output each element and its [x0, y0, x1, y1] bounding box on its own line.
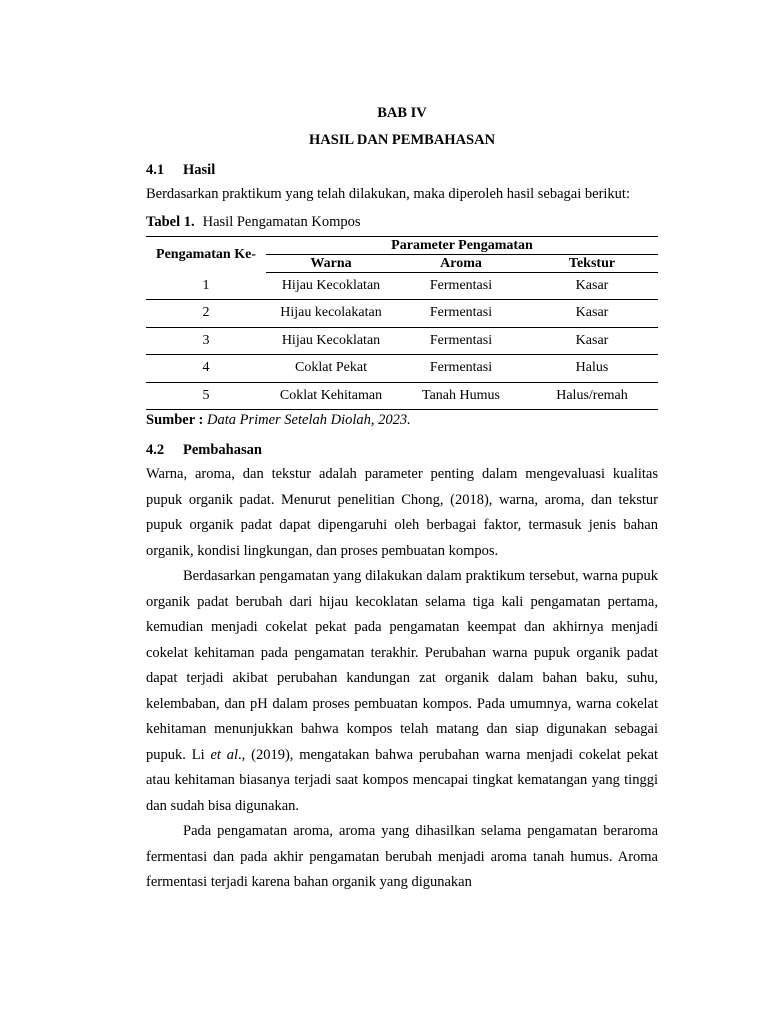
column-header-aroma: Aroma	[396, 254, 526, 272]
row-header: Pengamatan Ke-	[146, 236, 266, 272]
table-row	[146, 272, 658, 300]
document-page	[146, 96, 658, 896]
table-cell: Kasar	[526, 300, 658, 328]
source-label: Sumber :	[146, 412, 204, 428]
body-paragraph	[146, 564, 658, 819]
table-cell: Fermentasi	[396, 272, 526, 300]
table-row	[146, 382, 658, 410]
paragraph-text: Berdasarkan pengamatan yang dilakukan dalam praktikum tersebut, warna pupuk organik padat berubah dari hijau kecoklatan selama tiga kali pengamatan pertama, kemudian menjadi cokelat pekat pada pengamatan keempat dan akhirnya menjadi cokelat kehitaman pada pengamatan terakhir. Perubahan warna pupuk organik padat dapat terjadi akibat perubahan kandungan zat organik dalam bahan baku, suhu, kelembaban, dan pH dalam proses pembuatan kompos. Pada umumnya, warna cokelat kehitaman menunjukkan bahwa kompos telah matang dan siap digunakan sebagai pupuk. Li	[146, 568, 658, 763]
table-row	[146, 327, 658, 355]
table-cell: Fermentasi	[396, 300, 526, 328]
results-table	[146, 236, 658, 411]
column-header-warna: Warna	[266, 254, 396, 272]
source-text: Data Primer Setelah Diolah, 2023.	[206, 412, 411, 428]
chapter-subtitle: HASIL DAN PEMBAHASAN	[308, 132, 496, 148]
table-cell: Tanah Humus	[396, 382, 526, 410]
paragraph-text: ., (2019), mengatakan bahwa perubahan warna menjadi cokelat pekat atau kehitaman biasanya terjadi saat kompos mencapai tingkat kematangan yang tinggi dan sudah bisa digunakan.	[146, 746, 658, 814]
section-title: Hasil	[183, 162, 216, 178]
table-cell: Halus	[526, 355, 658, 383]
table-cell: 4	[146, 355, 266, 383]
table-caption-label: Tabel 1.	[146, 213, 195, 230]
table-cell: Coklat Pekat	[266, 355, 396, 383]
group-header: Parameter Pengamatan	[266, 236, 658, 254]
table-cell: Halus/remah	[526, 382, 658, 410]
table-cell: Kasar	[526, 272, 658, 300]
table-cell: Hijau Kecoklatan	[266, 272, 396, 300]
section-number: 4.1	[146, 162, 165, 178]
table-cell: Fermentasi	[396, 327, 526, 355]
section-title: Pembahasan	[183, 442, 262, 458]
table-source	[146, 410, 658, 430]
table-caption-text: Hasil Pengamatan Kompos	[202, 213, 361, 230]
table-cell: Fermentasi	[396, 355, 526, 383]
table-cell: 1	[146, 272, 266, 300]
table-row	[146, 355, 658, 383]
table-cell: Kasar	[526, 327, 658, 355]
chapter-title: BAB IV	[377, 105, 427, 121]
table-cell: 3	[146, 327, 266, 355]
column-header-tekstur: Tekstur	[526, 254, 658, 272]
table-cell: Coklat Kehitaman	[266, 382, 396, 410]
citation-et-al: et al	[210, 746, 239, 763]
body-paragraph: Pada pengamatan aroma, aroma yang dihasilkan selama pengamatan beraroma fermentasi dan pada akhir pengamatan berubah menjadi aroma tanah humus. Aroma fermentasi terjadi karena bahan organik yang digunakan	[146, 823, 658, 890]
body-paragraph: Warna, aroma, dan tekstur adalah parameter penting dalam mengevaluasi kualitas pupuk organik padat. Menurut penelitian Chong, (2018), warna, aroma, dan tekstur pupuk organik padat dapat dipengaruhi oleh berbagai faktor, termasuk jenis bahan organik, kondisi lingkungan, dan proses pembuatan kompos.	[146, 466, 658, 559]
section-heading-pembahasan	[146, 438, 658, 462]
section-number: 4.2	[146, 442, 165, 458]
table-cell: Hijau kecolakatan	[266, 300, 396, 328]
table-cell: 2	[146, 300, 266, 328]
table-row	[146, 300, 658, 328]
intro-paragraph: Berdasarkan praktikum yang telah dilakukan, maka diperoleh hasil sebagai berikut:	[146, 186, 630, 202]
table-cell: Hijau Kecoklatan	[266, 327, 396, 355]
table-cell: 5	[146, 382, 266, 410]
table-caption	[146, 210, 658, 234]
section-heading-hasil	[146, 158, 658, 182]
